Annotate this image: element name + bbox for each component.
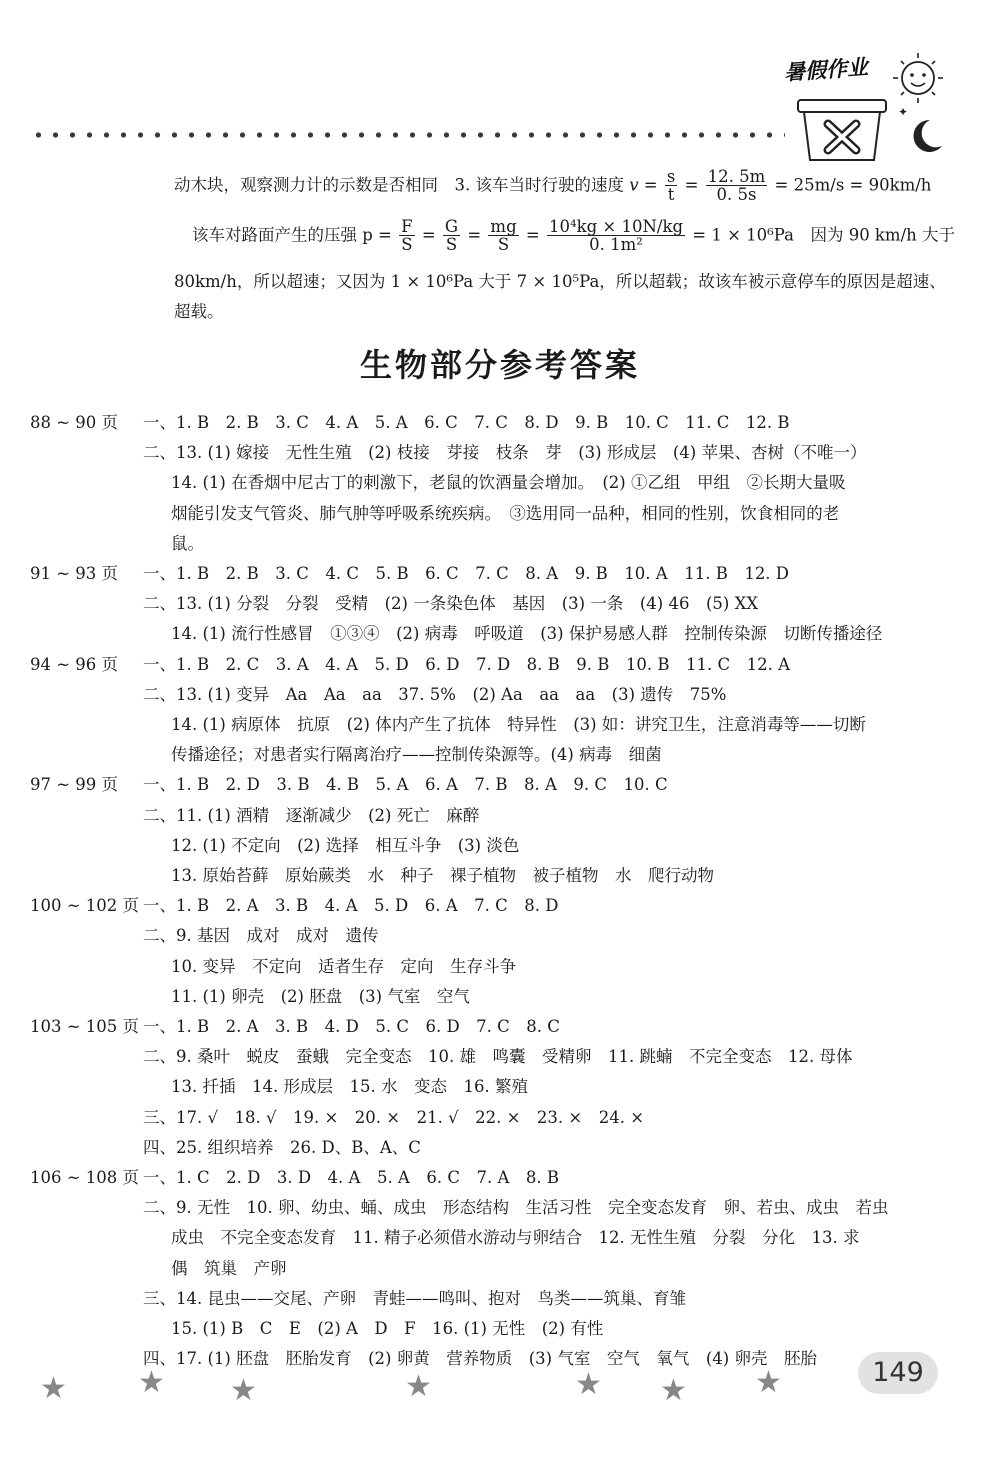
answer-block <box>30 891 970 1012</box>
dotted-divider <box>30 128 785 142</box>
physics-line-4: 超载。 <box>174 302 224 321</box>
answer-lines <box>143 1163 970 1374</box>
answer-line: 一、1. B 2. D 3. B 4. B 5. A 6. A 7. B 8. A 9. C 10. C <box>143 775 668 795</box>
answer-line: 二、13. (1) 分裂 分裂 受精 (2) 一条染色体 基因 (3) 一条 (4) 46 (5) XX <box>143 594 759 614</box>
section-title: 生物部分参考答案 <box>359 346 640 384</box>
answer-line: 14. (1) 流行性感冒 ①③④ (2) 病毒 呼吸道 (3) 保护易感人群 控制传染源 切断传播途径 <box>171 624 883 644</box>
answer-line: 传播途径；对患者实行隔离治疗——控制传染源等。(4) 病毒 细菌 <box>171 745 662 765</box>
answer-line: 三、17. √ 18. √ 19. × 20. × 21. √ 22. × 23. × 24. × <box>143 1107 645 1127</box>
sun-pot-icon <box>770 38 970 168</box>
page-range-label: 94 ~ 96 页 <box>30 654 119 674</box>
star-icon: ★ <box>755 1365 782 1400</box>
summer-homework-logo <box>770 38 970 168</box>
answer-line: 11. (1) 卵壳 (2) 胚盘 (3) 气室 空气 <box>171 986 470 1006</box>
page-number: 149 <box>858 1352 938 1394</box>
answer-line: 14. (1) 在香烟中尼古丁的刺激下，老鼠的饮酒量会增加。 (2) ①乙组 甲组 ②长期大量吸 <box>171 473 846 493</box>
answer-lines <box>143 891 970 1012</box>
answer-line: 二、13. (1) 嫁接 无性生殖 (2) 枝接 芽接 枝条 芽 (3) 形成层 (4) 苹果、杏树（不唯一） <box>143 443 867 463</box>
answer-line: 二、9. 无性 10. 卵、幼虫、蛹、成虫 形态结构 生活习性 完全变态发育 卵、若虫、成虫 若虫 <box>143 1198 889 1218</box>
answer-lines <box>143 559 970 650</box>
answer-block <box>30 408 970 559</box>
fraction: $\frac{F}{S}$ <box>401 217 413 255</box>
answer-line: 一、1. B 2. A 3. B 4. D 5. C 6. D 7. C 8. C <box>143 1017 560 1037</box>
answer-list <box>30 408 970 1375</box>
fraction: $\frac{12. 5m}{0. 5s}$ <box>707 167 766 205</box>
physics-line-2: 该车对路面产生的压强 p = $\frac{F}{S}$ = $\frac{G}{S}$ = $\frac{mg}{S}$ = $\frac{\text{10⁴kg × 10N/kg}}{\text{0. 1m²}}$ = 1 × 10⁶Pa 因为 90 km/h 大于 <box>192 217 956 255</box>
page-range-label: 106 ~ 108 页 <box>30 1168 140 1188</box>
answer-line: 13. 扦插 14. 形成层 15. 水 变态 16. 繁殖 <box>171 1077 528 1097</box>
answer-line: 一、1. B 2. C 3. A 4. A 5. D 6. D 7. D 8. B 9. B 10. B 11. C 12. A <box>143 654 791 674</box>
answer-line: 二、9. 桑叶 蜕皮 蚕蛾 完全变态 10. 雄 鸣囊 受精卵 11. 跳蝻 不完全变态 12. 母体 <box>143 1047 853 1067</box>
answer-line: 二、9. 基因 成对 成对 遗传 <box>143 926 379 946</box>
answer-line: 12. (1) 不定向 (2) 选择 相互斗争 (3) 淡色 <box>171 835 520 855</box>
footer-stars <box>40 1365 800 1415</box>
star-icon: ★ <box>230 1373 257 1408</box>
answer-line: 三、14. 昆虫——交尾、产卵 青蛙——鸣叫、抱对 鸟类——筑巢、育雏 <box>143 1288 686 1308</box>
fraction: $\frac{G}{S}$ <box>444 217 459 255</box>
answer-line: 烟能引发支气管炎、肺气肿等呼吸系统疾病。 ③选用同一品种，相同的性别，饮食相同的老 <box>171 503 840 523</box>
answer-lines <box>143 650 970 771</box>
answer-line: 偶 筑巢 产卵 <box>171 1258 287 1278</box>
answer-line: 一、1. B 2. A 3. B 4. A 5. D 6. A 7. C 8. D <box>143 896 559 916</box>
answer-block <box>30 559 970 650</box>
star-icon: ★ <box>405 1369 432 1404</box>
answer-line: 四、17. (1) 胚盘 胚胎发育 (2) 卵黄 营养物质 (3) 气室 空气 氧气 (4) 卵壳 胚胎 <box>143 1349 817 1369</box>
answer-line: 一、1. C 2. D 3. D 4. A 5. A 6. C 7. A 8. B <box>143 1168 559 1188</box>
page-range-label: 91 ~ 93 页 <box>30 564 119 584</box>
star-icon: ★ <box>575 1367 602 1402</box>
fraction: $\frac{s}{t}$ <box>666 167 676 205</box>
physics-line-1: 动木块，观察测力计的示数是否相同 3. 该车当时行驶的速度 v = $\frac{s}{t}$ = $\frac{12. 5m}{0. 5s}$ = 25m/s = 90km/h <box>174 167 932 205</box>
answer-block <box>30 1163 970 1374</box>
logo-text: 暑假作业 <box>783 55 869 85</box>
star-icon: ★ <box>40 1371 67 1406</box>
fraction: $\frac{mg}{S}$ <box>490 217 517 255</box>
answer-block <box>30 770 970 891</box>
answer-line: 一、1. B 2. B 3. C 4. C 5. B 6. C 7. C 8. A 9. B 10. A 11. B 12. D <box>143 564 790 584</box>
answer-block <box>30 650 970 771</box>
star-icon: ★ <box>660 1373 687 1408</box>
svg-text:✦: ✦ <box>898 105 909 119</box>
answer-line: 13. 原始苔藓 原始蕨类 水 种子 裸子植物 被子植物 水 爬行动物 <box>171 866 714 886</box>
answer-line: 二、13. (1) 变异 Aa Aa aa 37. 5% (2) Aa aa aa (3) 遗传 75% <box>143 684 727 704</box>
answer-lines <box>143 408 970 559</box>
answer-line: 14. (1) 病原体 抗原 (2) 体内产生了抗体 特异性 (3) 如：讲究卫生，注意消毒等——切断 <box>171 715 866 735</box>
answer-lines <box>143 1012 970 1163</box>
star-icon: ★ <box>138 1365 165 1400</box>
physics-line-3: 80km/h，所以超速；又因为 1 × 10⁶Pa 大于 7 × 10⁵Pa，所以超载；故该车被示意停车的原因是超速、 <box>174 272 946 291</box>
answer-line: 鼠。 <box>171 533 204 553</box>
page-range-label: 97 ~ 99 页 <box>30 775 119 795</box>
page-range-label: 100 ~ 102 页 <box>30 896 140 916</box>
answer-line: 一、1. B 2. B 3. C 4. A 5. A 6. C 7. C 8. D 9. B 10. C 11. C 12. B <box>143 413 790 432</box>
answer-lines <box>143 770 970 891</box>
answer-line: 成虫 不完全变态发育 11. 精子必须借水游动与卵结合 12. 无性生殖 分裂 分化 13. 求 <box>171 1228 860 1248</box>
fraction: $\frac{\text{10⁴kg × 10N/kg}}{\text{0. 1m²}}$ <box>548 217 684 255</box>
answer-block <box>30 1012 970 1163</box>
answer-line: 15. (1) B C E (2) A D F 16. (1) 无性 (2) 有性 <box>171 1319 604 1339</box>
answer-line: 10. 变异 不定向 适者生存 定向 生存斗争 <box>171 956 516 976</box>
page-range-label: 103 ~ 105 页 <box>30 1017 140 1037</box>
answer-line: 二、11. (1) 酒精 逐渐减少 (2) 死亡 麻醉 <box>143 805 480 825</box>
page-range-label: 88 ~ 90 页 <box>30 413 119 432</box>
answer-line: 四、25. 组织培养 26. D、B、A、C <box>143 1137 421 1157</box>
